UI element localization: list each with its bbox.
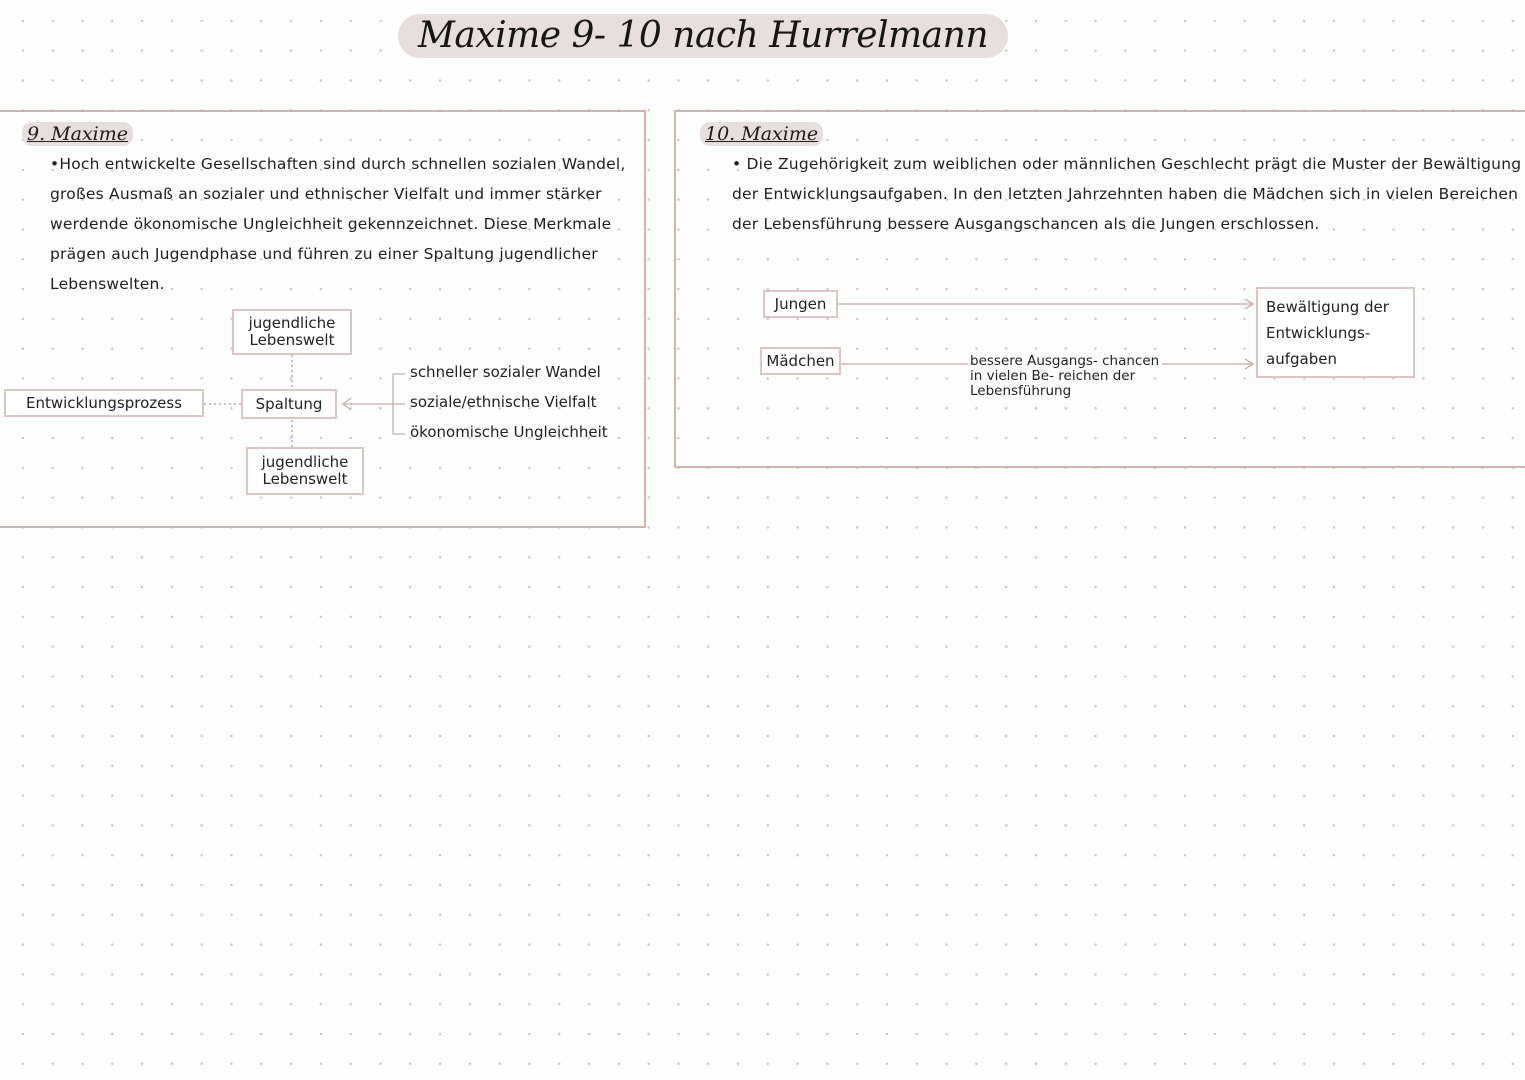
lebenswelt-top-box: jugendliche Lebenswelt — [232, 309, 352, 355]
lebenswelt-bottom-box: jugendliche Lebenswelt — [246, 447, 364, 495]
maedchen-box: Mädchen — [760, 347, 841, 375]
entwicklungsprozess-box: Entwicklungsprozess — [4, 389, 204, 417]
cause-social-change: schneller sozialer Wandel — [410, 363, 601, 381]
jungen-box: Jungen — [763, 290, 838, 318]
maxime-10-text: • Die Zugehörigkeit zum weiblichen oder männlichen Geschlecht prägt die Muster der Bewältigung der Entwicklungsaufgaben. In den letzten Jahrzehnten haben die Mädchen sich in vielen Bereichen der Lebensführung bessere Ausgangschancen als die Jungen erschlossen. — [732, 155, 1522, 233]
page-title: Maxime 9- 10 nach Hurrelmann — [398, 14, 1008, 58]
maxime-9-heading: 9. Maxime — [22, 122, 133, 146]
cause-inequality: ökonomische Ungleichheit — [410, 423, 608, 441]
arrow-label-chancen: bessere Ausgangs- chancen in vielen Be- reichen der Lebensführung — [970, 353, 1160, 399]
maxime-10-heading: 10. Maxime — [700, 122, 823, 146]
cause-diversity: soziale/ethnische Vielfalt — [410, 393, 597, 411]
bewaeltigung-box: Bewältigung der Entwicklungs- aufgaben — [1256, 287, 1415, 378]
spaltung-box: Spaltung — [241, 389, 337, 419]
maxime-9-text: •Hoch entwickelte Gesellschaften sind durch schnellen sozialen Wandel, großes Ausmaß an sozialer und ethnischer Vielfalt und immer stärker werdende ökonomische Ungleichheit gekennzeichnet. Diese Merkmale prägen auch Jugendphase und führen zu einer Spaltung jugendlicher Lebenswelten. — [50, 155, 626, 293]
